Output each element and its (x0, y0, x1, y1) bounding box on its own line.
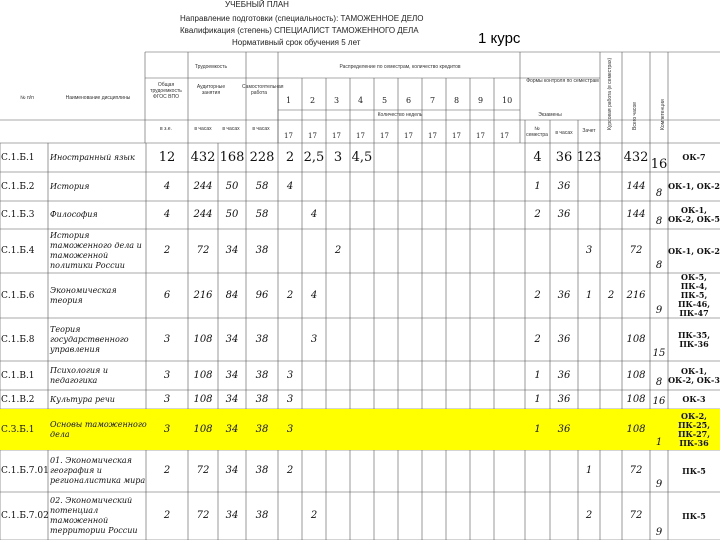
cell-ind: 1 (655, 437, 663, 448)
cell-ind: 16 (652, 396, 666, 407)
cell-kr (600, 492, 622, 540)
cell-s4 (350, 318, 374, 361)
cell-zach (578, 390, 600, 409)
cell-kr (600, 318, 622, 361)
cell-ind: 9 (655, 479, 663, 490)
cell-exam_h (550, 492, 578, 540)
cell-code: С.1.Б.3 (1, 210, 35, 220)
cell-ind: 8 (655, 216, 663, 227)
cell-exam_h: 36 (557, 333, 571, 345)
cell-s3 (326, 201, 350, 229)
cell-kr (600, 201, 622, 229)
cell-total: 216 (626, 289, 646, 301)
cell-code: С.1.Б.6 (1, 290, 35, 301)
semester-number: 10 (502, 96, 513, 105)
cell-name: История (50, 181, 90, 191)
cell-name: 02. Экономический потенциал таможенной территории России (50, 496, 138, 535)
col-classroom: Аудиторные занятия (196, 84, 226, 96)
cell-name: История таможенного дела и таможенной политики России (50, 231, 142, 270)
col-distribution: Распределение по семестрам, количество кредитов (339, 64, 461, 70)
cell-s4 (350, 361, 374, 390)
cell-ze: 2 (163, 245, 171, 256)
cell-sr: 38 (255, 423, 269, 435)
cell-hours: 72 (196, 465, 210, 476)
cell-s3 (326, 390, 350, 409)
cell-aud: 50 (225, 180, 239, 192)
cell-ze: 3 (163, 369, 171, 381)
col-total-hours: Всего часов (632, 102, 638, 130)
cell-s4 (350, 409, 374, 450)
semester-weeks: 17 (332, 132, 341, 140)
cell-kr (600, 172, 622, 201)
semester-weeks: 17 (500, 132, 509, 140)
semester-weeks: 17 (284, 132, 293, 140)
cell-total: 108 (626, 423, 646, 435)
col-self-work: Самостоятельная работа (242, 84, 284, 96)
cell-name: Психология и педагогика (50, 365, 109, 385)
cell-exam_h: 36 (555, 149, 573, 165)
cell-hours: 244 (193, 209, 213, 220)
cell-s4 (350, 390, 374, 409)
cell-hours: 244 (193, 180, 213, 192)
cell-s3 (326, 492, 350, 540)
cell-exam_h: 36 (557, 393, 571, 405)
cell-exam_sem: 4 (533, 149, 542, 165)
cell-total: 72 (629, 245, 643, 256)
cell-sr: 58 (255, 209, 269, 220)
cell-exam_sem (525, 492, 550, 540)
cell-s2 (302, 390, 326, 409)
cell-total: 144 (626, 180, 646, 192)
cell-hours: 108 (193, 333, 213, 345)
cell-exam_h (550, 450, 578, 492)
cell-code: С.1.Б.7.02 (1, 511, 49, 521)
cell-code: С.1.В.2 (1, 394, 35, 405)
cell-aud: 34 (225, 245, 239, 256)
cell-s2 (302, 450, 326, 492)
cell-s1: 3 (286, 369, 294, 381)
cell-exam_sem: 2 (534, 289, 541, 301)
cell-ze: 3 (163, 333, 171, 345)
cell-zach (578, 409, 600, 450)
cell-ze: 3 (163, 423, 171, 435)
col-competencies: Компетенции (660, 99, 666, 130)
cell-hours: 108 (193, 393, 213, 405)
cell-s2: 2 (310, 510, 318, 521)
cell-kr (600, 450, 622, 492)
cell-s3: 2 (334, 245, 342, 256)
cell-s3 (326, 273, 350, 318)
term-line: Нормативный срок обучения 5 лет (232, 38, 361, 47)
cell-sr: 58 (255, 180, 269, 192)
cell-exam_h (550, 229, 578, 273)
cell-total: 72 (629, 510, 643, 521)
cell-zach: 3 (585, 245, 593, 256)
cell-s1: 3 (286, 423, 294, 435)
cell-hours: 72 (196, 245, 210, 256)
cell-kr (600, 229, 622, 273)
cell-exam_h: 36 (557, 209, 571, 220)
cell-name: Культура речи (50, 394, 115, 404)
cell-s2: 4 (310, 289, 318, 301)
col-hours-group: Трудоемкость (194, 64, 228, 70)
cell-hours: 72 (196, 510, 210, 521)
cell-code: С.1.Б.7.01 (1, 466, 49, 476)
cell-total: 108 (626, 333, 646, 345)
semester-number: 1 (286, 96, 292, 105)
col-num-head: № п/п (20, 95, 34, 101)
cell-s2 (302, 229, 326, 273)
cell-s3 (326, 409, 350, 450)
cell-total: 432 (623, 149, 649, 165)
cell-name: Теория государственного управления (50, 324, 129, 354)
col-course-work: Курсовая работа (в семестрах) (607, 57, 613, 130)
cell-hours: 216 (193, 289, 213, 301)
cell-sr: 38 (255, 333, 269, 345)
cell-exam_sem (525, 229, 550, 273)
semester-weeks: 17 (452, 132, 461, 140)
cell-exam_h: 36 (557, 369, 571, 381)
cell-sr: 228 (249, 149, 275, 165)
cell-s4 (350, 273, 374, 318)
cell-s2: 4 (310, 209, 318, 220)
cell-s3: 3 (333, 149, 343, 165)
cell-zach (578, 318, 600, 361)
cell-total: 144 (626, 209, 646, 220)
cell-ze: 3 (163, 393, 171, 405)
cell-kr (600, 361, 622, 390)
col-zachet: Зачет (582, 128, 596, 134)
cell-s2 (302, 172, 326, 201)
cell-kr: 2 (607, 289, 615, 301)
cell-aud: 84 (225, 289, 239, 301)
cell-ze: 4 (163, 209, 171, 220)
cell-exam_sem: 2 (534, 209, 541, 220)
col-hours-3: в часах (222, 126, 240, 132)
cell-kr (600, 409, 622, 450)
cell-comp: ОК-1, ОК-2, ОК-3 (668, 365, 720, 385)
cell-s2 (302, 361, 326, 390)
cell-aud: 34 (225, 423, 239, 435)
cell-s2 (302, 409, 326, 450)
cell-code: С.1.Б.2 (1, 181, 35, 192)
cell-zach (578, 201, 600, 229)
cell-s2: 2,5 (303, 149, 325, 165)
cell-ind: 9 (655, 527, 663, 538)
cell-kr (600, 143, 622, 172)
cell-comp: ПК-5 (682, 465, 706, 476)
direction-line: Направление подготовки (специальность): ТАМОЖЕННОЕ ДЕЛО (180, 14, 424, 23)
cell-ze: 6 (163, 289, 171, 301)
cell-s1 (278, 201, 302, 229)
col-hours-4: в часах (252, 126, 270, 132)
cell-s4 (350, 450, 374, 492)
cell-code: С.1.В.1 (1, 370, 35, 381)
cell-zach: 123 (576, 149, 602, 165)
cell-aud: 168 (219, 149, 245, 165)
cell-exam_sem: 1 (534, 369, 541, 381)
cell-s1: 4 (286, 180, 294, 192)
cell-code: С.1.Б.1 (1, 152, 35, 163)
qualification-line: Квалификация (степень) СПЕЦИАЛИСТ ТАМОЖЕННОГО ДЕЛА (180, 26, 419, 35)
cell-exam_h: 36 (557, 180, 571, 192)
cell-exam_sem: 2 (534, 333, 541, 345)
cell-ind: 15 (652, 348, 666, 359)
cell-s4 (350, 229, 374, 273)
cell-name: Иностранный язык (50, 152, 135, 162)
cell-s3 (326, 361, 350, 390)
cell-sr: 96 (255, 289, 269, 301)
cell-code: С.1.Б.4 (1, 246, 35, 256)
cell-hours: 108 (193, 423, 213, 435)
cell-ind: 8 (655, 188, 663, 199)
cell-comp: ПК-5 (682, 510, 706, 521)
cell-code: С.1.Б.8 (1, 334, 35, 345)
cell-comp: ОК-1, ОК-2 (668, 245, 720, 256)
cell-s3 (326, 318, 350, 361)
col-exams: Экзамены (538, 112, 562, 118)
col-in-hours: в часах (555, 130, 573, 136)
plan-title: УЧЕБНЫЙ ПЛАН (225, 0, 289, 9)
semester-weeks: 17 (476, 132, 485, 140)
cell-comp: ОК-2, ПК-25, ПК-27, ПК-36 (677, 410, 711, 448)
cell-ze: 2 (163, 465, 171, 476)
cell-s4 (350, 201, 374, 229)
cell-comp: ОК-5, ПК-4, ПК-5, ПК-46, ПК-47 (677, 272, 711, 318)
cell-hours: 108 (193, 369, 213, 381)
cell-s1: 2 (286, 465, 294, 476)
cell-zach (578, 361, 600, 390)
cell-zach: 2 (585, 510, 593, 521)
col-hours-2: в часах (194, 126, 212, 132)
semester-weeks: 17 (404, 132, 413, 140)
cell-aud: 34 (225, 333, 239, 345)
cell-total: 108 (626, 369, 646, 381)
cell-s1 (278, 318, 302, 361)
cell-ze: 12 (158, 149, 176, 165)
semester-number: 2 (310, 96, 316, 105)
col-ze: в з.е. (160, 126, 172, 132)
cell-exam_sem (525, 450, 550, 492)
cell-total: 72 (629, 465, 643, 476)
cell-aud: 34 (225, 465, 239, 476)
course-label: 1 курс (478, 30, 521, 47)
cell-sr: 38 (255, 393, 269, 405)
cell-exam_sem: 1 (534, 423, 541, 435)
cell-kr (600, 390, 622, 409)
cell-zach (578, 172, 600, 201)
cell-s1: 2 (285, 149, 295, 165)
cell-sr: 38 (255, 510, 269, 521)
cell-ind: 16 (650, 157, 668, 172)
semester-weeks: 17 (308, 132, 317, 140)
cell-ind: 9 (655, 305, 663, 316)
cell-aud: 34 (225, 369, 239, 381)
cell-sr: 38 (255, 369, 269, 381)
col-weeks-label: Количество недель (377, 112, 423, 118)
col-control: Формы контроля по семестрам (526, 78, 599, 84)
cell-comp: ОК-1, ОК-2, ОК-5 (668, 205, 720, 224)
cell-ze: 4 (163, 180, 171, 192)
cell-ind: 8 (655, 377, 663, 388)
cell-s1 (278, 229, 302, 273)
cell-s1: 2 (286, 289, 294, 301)
cell-exam_sem: 1 (534, 180, 541, 192)
cell-zach: 1 (585, 289, 593, 301)
semester-number: 8 (454, 96, 460, 105)
cell-s1: 3 (286, 393, 294, 405)
semester-number: 4 (358, 96, 364, 105)
cell-s1 (278, 492, 302, 540)
cell-name: 01. Экономическая география и регионалистика мира (50, 456, 146, 485)
semester-weeks: 17 (380, 132, 389, 140)
col-total-credits: Общая трудоемкость ФГОС ВПО (150, 82, 182, 100)
cell-s4 (350, 172, 374, 201)
cell-s3 (326, 172, 350, 201)
cell-total: 108 (626, 393, 646, 405)
semester-number: 7 (430, 96, 436, 105)
cell-comp: ОК-3 (682, 394, 706, 404)
cell-sr: 38 (255, 465, 269, 476)
cell-comp: ОК-7 (682, 152, 706, 162)
cell-ze: 2 (163, 510, 171, 521)
semester-number: 6 (406, 96, 412, 105)
cell-exam_h: 36 (557, 423, 571, 435)
cell-exam_sem: 1 (534, 393, 541, 405)
cell-s4 (350, 492, 374, 540)
cell-ind: 8 (655, 260, 663, 271)
semester-number: 5 (382, 96, 388, 105)
cell-s2: 3 (310, 333, 318, 345)
cell-code: С.З.Б.1 (1, 424, 35, 435)
cell-name: Экономическая теория (50, 285, 117, 305)
cell-name: Философия (50, 210, 98, 219)
cell-name: Основы таможенного дела (50, 419, 147, 439)
cell-s3 (326, 450, 350, 492)
cell-s4: 4,5 (351, 149, 373, 165)
cell-exam_h: 36 (557, 289, 571, 301)
cell-comp: ОК-1, ОК-2 (668, 181, 720, 191)
cell-aud: 50 (225, 209, 239, 220)
col-name-head: Наименование дисциплины (65, 95, 131, 101)
cell-aud: 34 (225, 510, 239, 521)
semester-weeks: 17 (428, 132, 437, 140)
semester-weeks: 17 (356, 132, 365, 140)
semester-number: 9 (478, 96, 484, 105)
cell-zach: 1 (585, 465, 593, 476)
cell-sr: 38 (255, 245, 269, 256)
cell-comp: ПК-35, ПК-36 (677, 329, 711, 349)
cell-aud: 34 (225, 393, 239, 405)
cell-hours: 432 (190, 149, 216, 165)
semester-number: 3 (334, 96, 340, 105)
col-sem-no: № семестра (526, 126, 548, 138)
